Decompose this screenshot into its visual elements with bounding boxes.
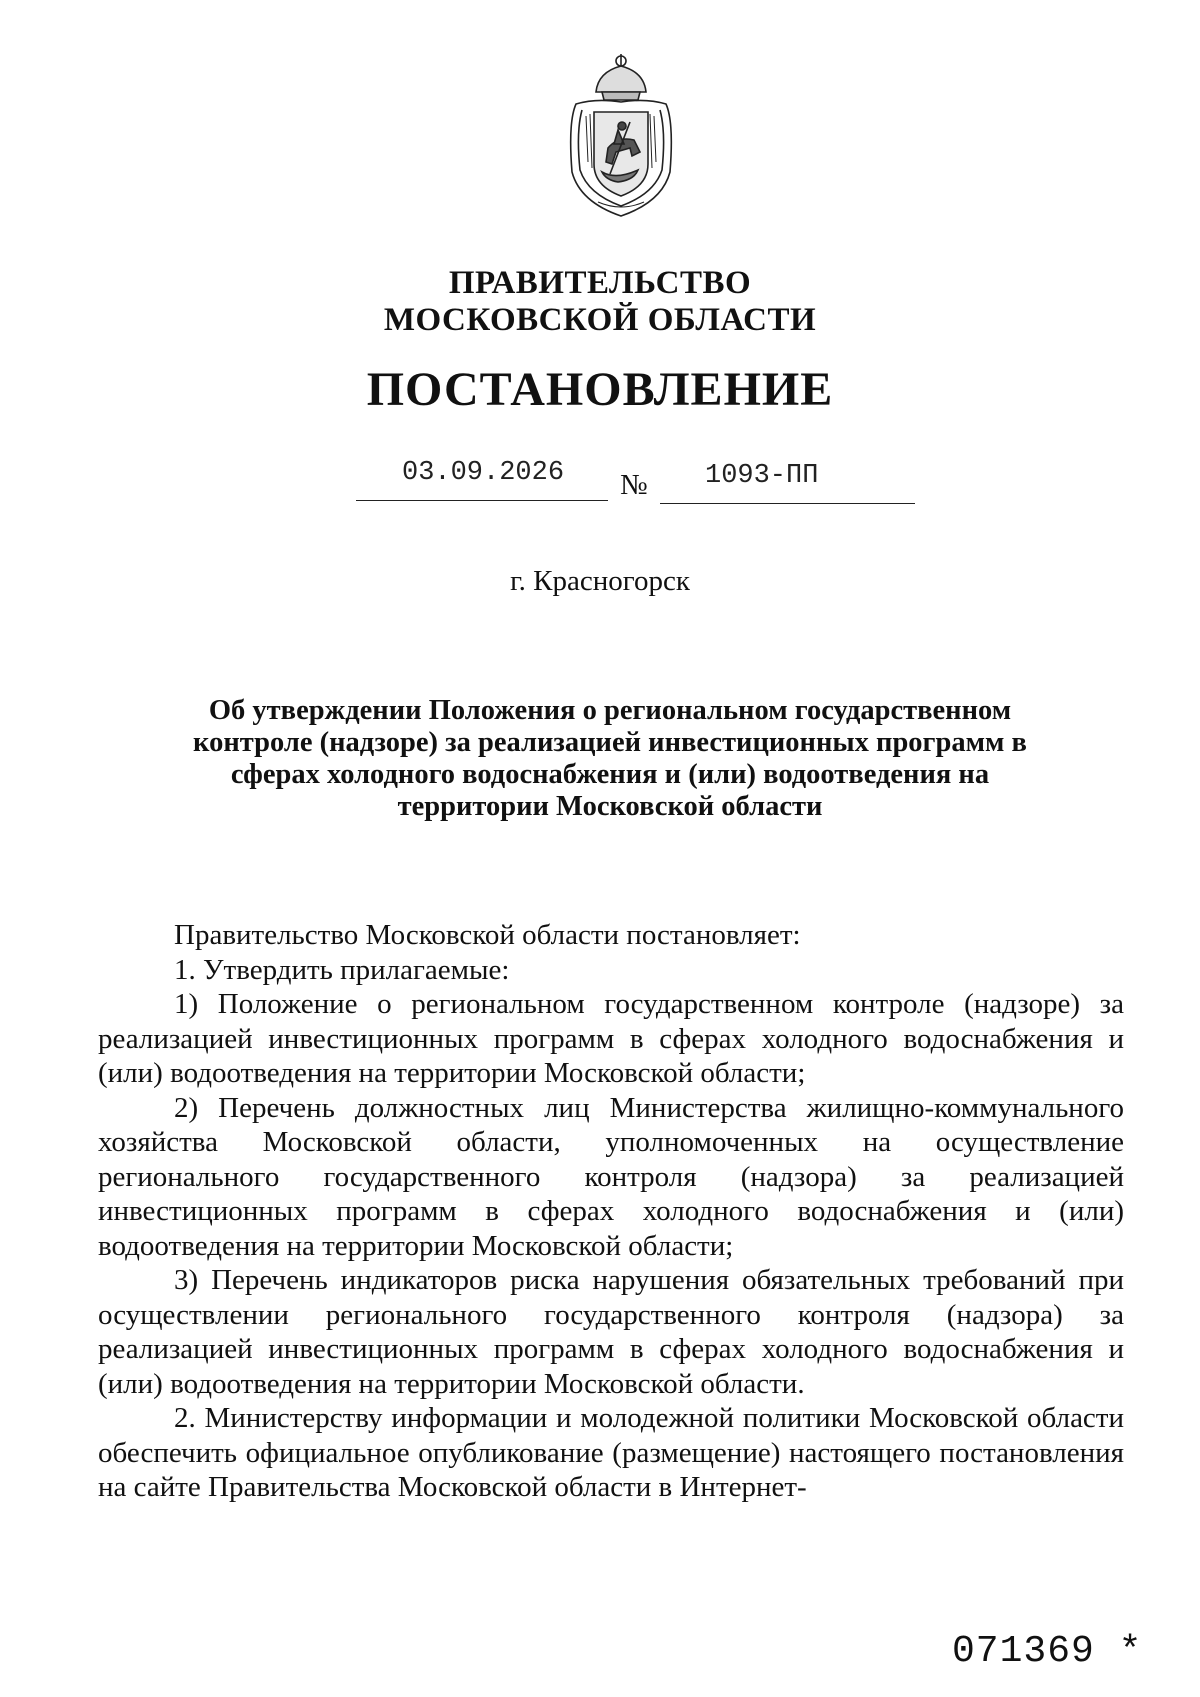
issuing-city: г. Красногорск [510,565,690,597]
document-body [98,918,1124,1505]
document-number: 1093-ПП [705,461,819,491]
document-type-title: ПОСТАНОВЛЕНИЕ [366,363,834,416]
body-item-1-1: 1) Положение о региональном государственном контроле (надзоре) за реализацией инвестиционных программ в сферах холодного водоснабжения и (или) водоотведения на территории Московской области; [98,988,1124,1089]
number-underline [660,503,915,504]
body-item-1-3: 3) Перечень индикаторов риска нарушения обязательных требований при осуществлении регионального государственного контроля (надзора) за реализацией инвестиционных программ в сферах холодного водоснабжения и (или) водоотведения на территории Московской области. [98,1264,1124,1400]
number-sign: № [620,469,648,501]
organization-name-line1: ПРАВИТЕЛЬСТВО [448,265,752,301]
serial-number: 071369 * [952,1630,1143,1673]
body-item-1: 1. Утвердить прилагаемые: [174,953,510,986]
body-intro: Правительство Московской области постановляет: [174,919,801,951]
organization-name-line2: МОСКОВСКОЙ ОБЛАСТИ [383,302,817,338]
date-underline [356,500,608,501]
coat-of-arms-emblem [558,52,684,220]
document-subject: Об утверждении Положения о региональном государственном контроле (надзоре) за реализацией инвестиционных программ в сферах холодного водоснабжения и (или) водоотведения на территории Московской области [193,695,1027,822]
body-item-1-2: 2) Перечень должностных лиц Министерства жилищно-коммунального хозяйства Московской области, уполномоченных на осуществление регионального государственного контроля (надзора) за реализацией инвестиционных программ в сферах холодного водоснабжения и (или) водоотведения на территории Московской области; [98,1091,1124,1262]
body-item-2: 2. Министерству информации и молодежной политики Московской области обеспечить официальное опубликование (размещение) настоящего постановления на сайте Правительства Московской области в Интернет- [98,1402,1124,1503]
document-date: 03.09.2026 [402,458,565,488]
